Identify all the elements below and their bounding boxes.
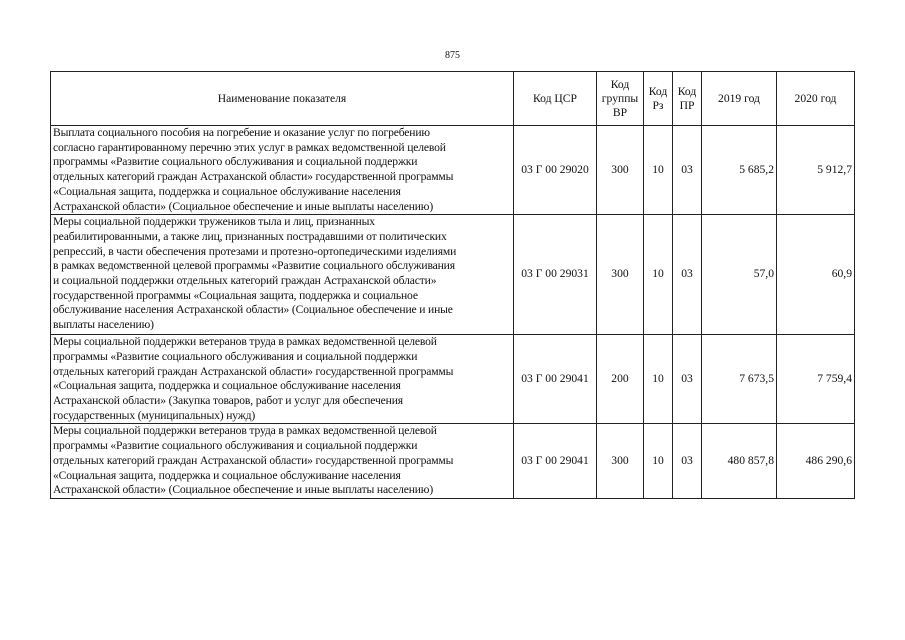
row-amount-2019: 57,0 [702,215,777,335]
header-pr-code: Код ПР [673,72,702,126]
row-rz-code: 10 [644,215,673,335]
header-2020: 2020 год [777,72,855,126]
row-rz-code: 10 [644,335,673,424]
row-pr-code: 03 [673,335,702,424]
row-rz-code: 10 [644,424,673,499]
row-csr-code: 03 Г 00 29031 [514,215,597,335]
header-name: Наименование показателя [51,72,514,126]
table-row [51,215,855,335]
budget-table [50,71,855,499]
row-name: Выплата социального пособия на погребение и оказание услуг по погребению согласно гарантированному перечню этих услуг в рамках ведомственной целевой программы «Развитие социального обслуживания и социальной поддержки отдельных категорий граждан Астраханской области» государственной программы «Социальная защита, поддержка и социальное обслуживание населения Астраханской области» (Социальное обеспечение и иные выплаты населению) [51,126,514,215]
row-vr-code: 300 [597,424,644,499]
row-vr-code: 200 [597,335,644,424]
row-pr-code: 03 [673,215,702,335]
table-row [51,424,855,499]
row-name: Меры социальной поддержки ветеранов труда в рамках ведомственной целевой программы «Развитие социального обслуживания и социальной поддержки отдельных категорий граждан Астраханской области» государственной программы «Социальная защита, поддержка и социальное обслуживание населения Астраханской области» (Социальное обеспечение и иные выплаты населению) [51,424,514,499]
row-amount-2019: 480 857,8 [702,424,777,499]
row-vr-code: 300 [597,126,644,215]
table-row [51,335,855,424]
table-row [51,126,855,215]
row-amount-2020: 5 912,7 [777,126,855,215]
row-rz-code: 10 [644,126,673,215]
header-rz-code: Код Рз [644,72,673,126]
row-amount-2019: 5 685,2 [702,126,777,215]
row-amount-2019: 7 673,5 [702,335,777,424]
row-amount-2020: 7 759,4 [777,335,855,424]
row-vr-code: 300 [597,215,644,335]
row-amount-2020: 486 290,6 [777,424,855,499]
row-amount-2020: 60,9 [777,215,855,335]
header-vr-code: Код группы ВР [597,72,644,126]
row-pr-code: 03 [673,424,702,499]
row-name: Меры социальной поддержки тружеников тыла и лиц, признанных реабилитированными, а также лиц, признанных пострадавшими от политических репрессий, в части обеспечения протезами и протезно-ортопедическими изделиями в рамках ведомственной целевой программы «Развитие социального обслуживания и социальной поддержки отдельных категорий граждан Астраханской области» государственной программы «Социальная защита, поддержка и социальное обслуживание населения Астраханской области» (Социальное обеспечение и иные выплаты населению) [51,215,514,335]
row-csr-code: 03 Г 00 29041 [514,335,597,424]
row-pr-code: 03 [673,126,702,215]
header-2019: 2019 год [702,72,777,126]
header-row [51,72,855,126]
row-csr-code: 03 Г 00 29041 [514,424,597,499]
header-csr-code: Код ЦСР [514,72,597,126]
row-name: Меры социальной поддержки ветеранов труда в рамках ведомственной целевой программы «Развитие социального обслуживания и социальной поддержки отдельных категорий граждан Астраханской области» государственной программы «Социальная защита, поддержка и социальное обслуживание населения Астраханской области» (Закупка товаров, работ и услуг для обеспечения государственных (муниципальных) нужд) [51,335,514,424]
row-csr-code: 03 Г 00 29020 [514,126,597,215]
page-number: 875 [445,50,460,61]
